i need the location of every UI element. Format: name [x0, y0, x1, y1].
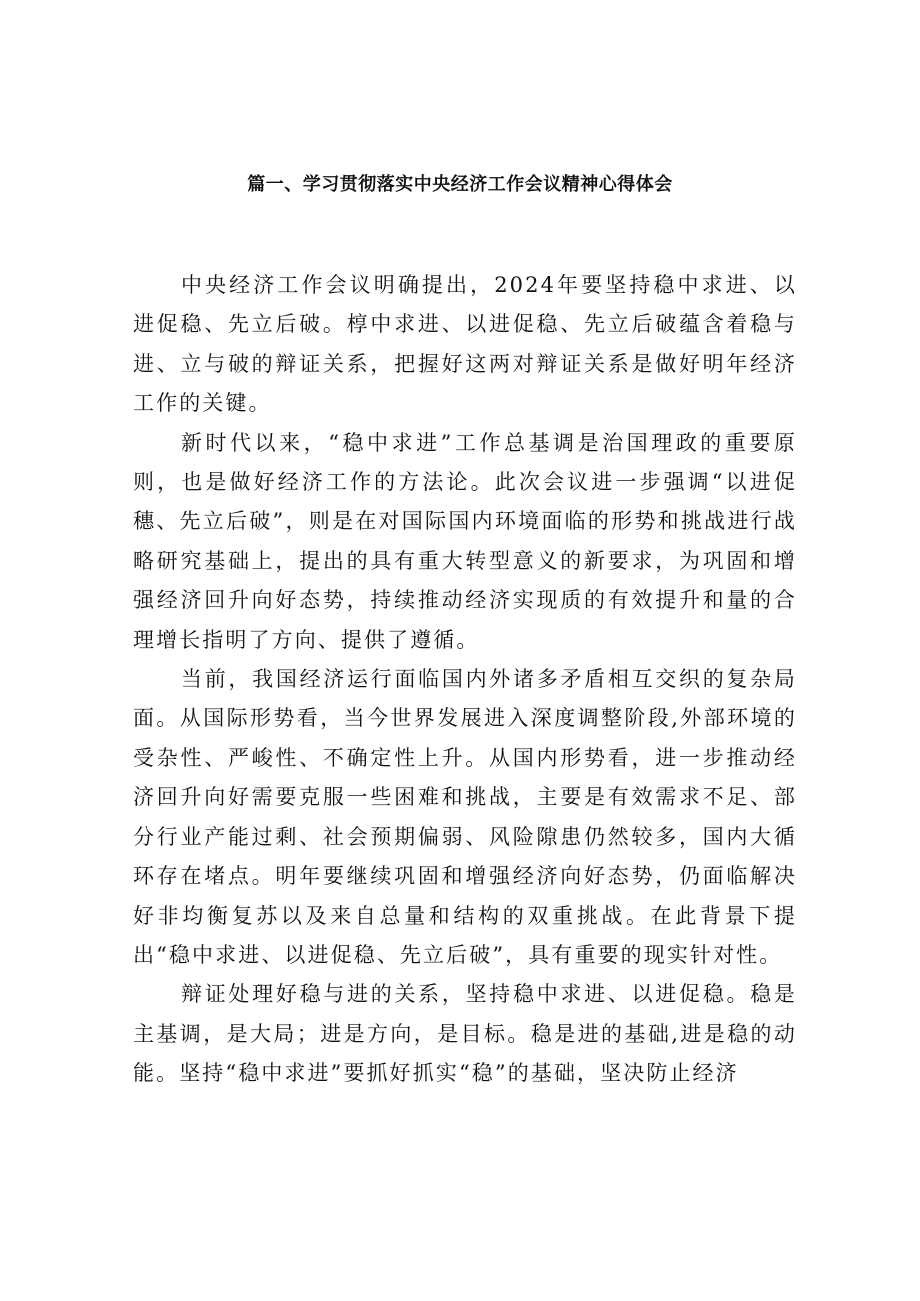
document-body	[133, 266, 797, 1094]
paragraph-1: 中央经济工作会议明确提出，2024年要坚持稳中求进、以进促稳、先立后破。椁中求进、以进促稳、先立后破蕴含着稳与进、立与破的辩证关系，把握好这两对辩证关系是做好明年经济工作的关键。	[133, 273, 797, 416]
paragraph-2: 新时代以来，“稳中求进”工作总基调是治国理政的重要原则，也是做好经济工作的方法论。此次会议进一步强调“以进促穗、先立后破”，则是在对国际国内环境面临的形势和挑战进行战略研究基础上，提出的具有重大转型意义的新要求，为巩固和增强经济回升向好态势，持续推动经济实现质的有效提升和量的合理增长指明了方向、提供了遵循。	[133, 430, 797, 652]
document-title: 篇一、学习贯彻落实中央经济工作会议精神心得体会	[247, 174, 673, 195]
paragraph-3: 当前，我国经济运行面临国内外诸多矛盾相互交织的复杂局面。从国际形势看，当今世界发展进入深度调整阶段,外部环境的受杂性、严峻性、不确定性上升。从国内形势看，进一步推动经济回升向好需要克服一些困难和挑战，主要是有效需求不足、部分行业产能过剩、社会预期偏弱、风险隙患仍然较多，国内大循环存在堵点。明年要继续巩固和增强经济向好态势，仍面临解决好非均衡复苏以及来自总量和结构的双重挑战。在此背景下提出“稳中求进、以进促稳、先立后破”，具有重要的现实针对性。	[133, 667, 797, 967]
paragraph-4: 辩证处理好稳与进的关系，坚持稳中求进、以进促稳。稳是主基调，是大局；进是方向，是目标。稳是进的基础,进是稳的动能。坚持“稳中求进”要抓好抓实“稳”的基础，坚决防止经济	[133, 982, 797, 1086]
